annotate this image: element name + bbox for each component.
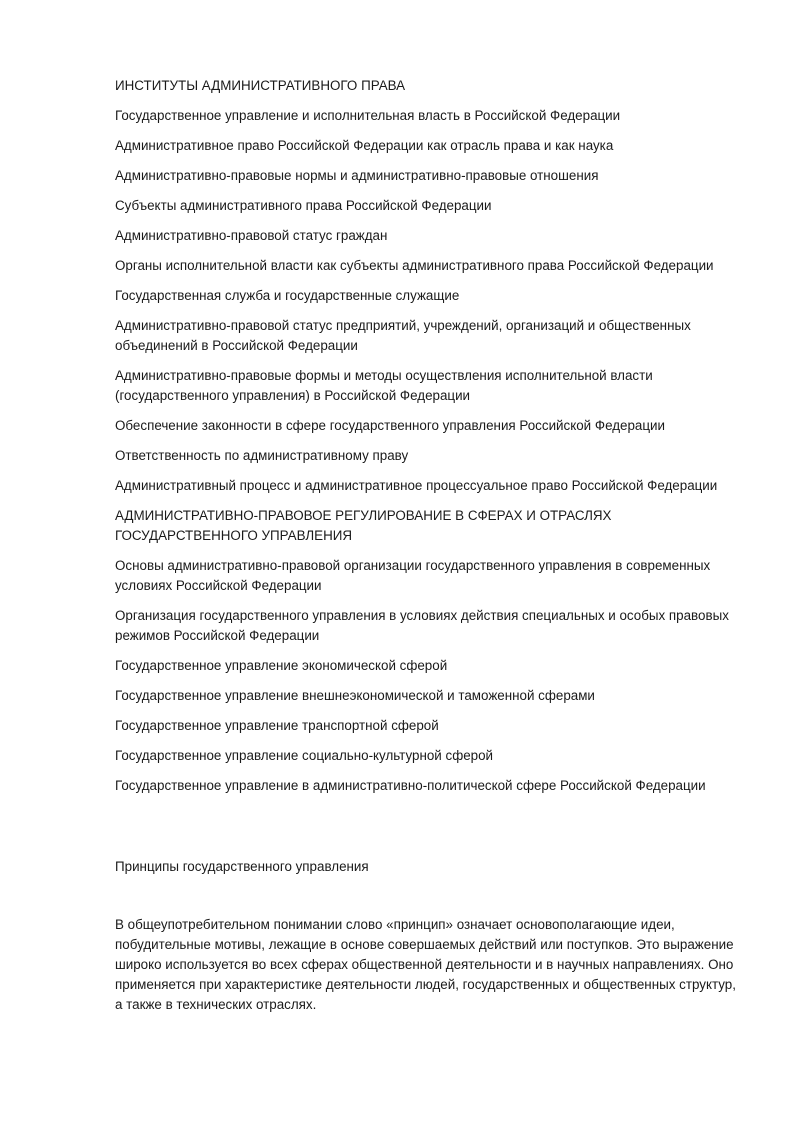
- document-page: [115, 76, 740, 1015]
- principles-title: Принципы государственного управления: [115, 859, 369, 874]
- list-item: Государственное управление транспортной сферой: [115, 718, 439, 733]
- list-item: Административно-правовые нормы и административно-правовые отношения: [115, 168, 599, 183]
- list-item: Административно-правовой статус граждан: [115, 228, 388, 243]
- list-item: Государственное управление социально-культурной сферой: [115, 748, 494, 763]
- list-item: Основы административно-правовой организации государственного управления в современных условиях Российской Федерации: [115, 558, 711, 593]
- list-item: Обеспечение законности в сфере государственного управления Российской Федерации: [115, 418, 666, 433]
- list-item: Государственная служба и государственные служащие: [115, 288, 460, 303]
- section-heading-institutes: ИНСТИТУТЫ АДМИНИСТРАТИВНОГО ПРАВА: [115, 78, 406, 93]
- list-item: Административно-правовые формы и методы осуществления исполнительной власти (государственного управления) в Российской Федерации: [115, 368, 653, 403]
- principles-paragraph: В общеупотребительном понимании слово «принцип» означает основополагающие идеи, побудительные мотивы, лежащие в основе совершаемых действий или поступков. Это выражение широко используется во всех сферах общественной деятельности и в научных направлениях. Оно применяется при характеристике деятельности людей, государственных и общественных структур, а также в технических отраслях.: [115, 917, 736, 1012]
- list-item: Административный процесс и административное процессуальное право Российской Федерации: [115, 478, 718, 493]
- list-item: Органы исполнительной власти как субъекты административного права Российской Федерации: [115, 258, 714, 273]
- list-item: Ответственность по административному праву: [115, 448, 409, 463]
- list-item: Государственное управление экономической сферой: [115, 658, 448, 673]
- list-item: Субъекты административного права Российской Федерации: [115, 198, 492, 213]
- list-item: Государственное управление и исполнительная власть в Российской Федерации: [115, 108, 621, 123]
- list-item: Организация государственного управления в условиях действия специальных и особых правовых режимов Российской Федерации: [115, 608, 729, 643]
- list-item: Административное право Российской Федерации как отрасль права и как наука: [115, 138, 614, 153]
- list-item: Государственное управление в административно-политической сфере Российской Федерации: [115, 778, 706, 793]
- section-heading-regulation: АДМИНИСТРАТИВНО-ПРАВОВОЕ РЕГУЛИРОВАНИЕ В СФЕРАХ И ОТРАСЛЯХ ГОСУДАРСТВЕННОГО УПРАВЛЕНИЯ: [115, 508, 612, 543]
- list-item: Государственное управление внешнеэкономической и таможенной сферами: [115, 688, 595, 703]
- list-item: Административно-правовой статус предприятий, учреждений, организаций и общественных объединений в Российской Федерации: [115, 318, 691, 353]
